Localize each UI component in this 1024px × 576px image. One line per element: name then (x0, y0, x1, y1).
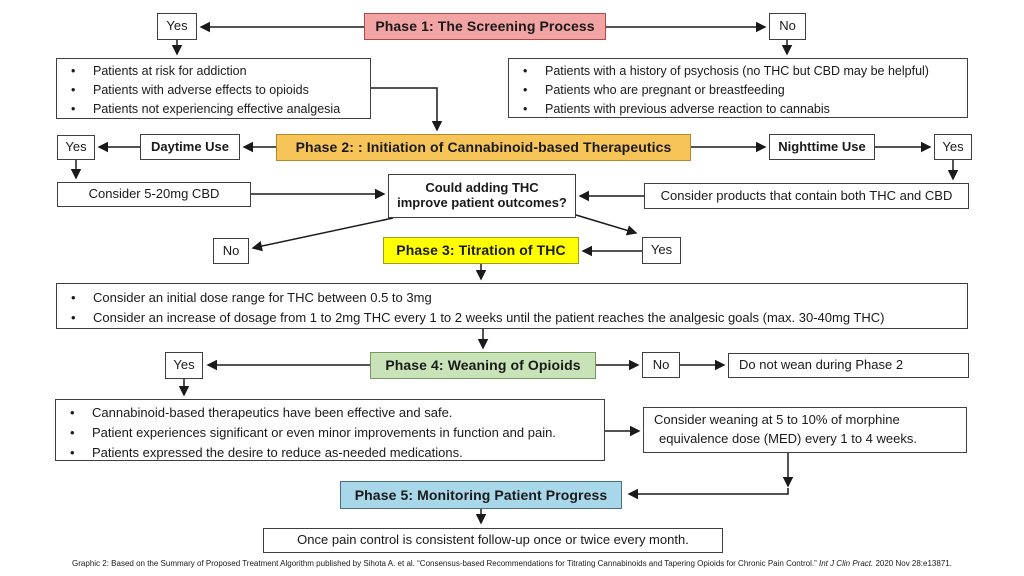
could-thc-question-box (388, 174, 576, 218)
screening-yes-criteria-box (56, 58, 371, 119)
do-not-wean-box (728, 353, 969, 378)
list-item: • Patients with previous adverse reaction to cannabis (509, 100, 929, 119)
decision-phase3-no (213, 238, 249, 264)
list-item: • Consider an increase of dosage from 1 to 2mg THC every 1 to 2 weeks until the patient reaches the analgesic goals (max. 30-40mg THC) (57, 308, 884, 328)
footnote-text: Graphic 2: Based on the Summary of Proposed Treatment Algorithm published by Sihota A. et al. “Consensus-based Recommendations for Titrating Cannabinoids and Tapering Opioids for Chronic Pain Control.” (72, 559, 819, 568)
decision-nighttime-yes (934, 134, 972, 160)
consider-thc-cbd-box (644, 183, 969, 209)
decision-phase1-yes (157, 13, 197, 40)
consider-weaning-line-1: Consider weaning at 5 to 10% of morphine (654, 412, 900, 428)
phase5-box (340, 481, 622, 509)
decision-label: Yes (65, 139, 87, 155)
weaning-criteria-box (55, 399, 605, 461)
do-not-wean-label: Do not wean during Phase 2 (739, 357, 904, 373)
decision-phase1-no (769, 13, 806, 40)
nighttime-use-label: Nighttime Use (778, 138, 866, 154)
consider-thc-cbd-label: Consider products that contain both THC and CBD (660, 187, 953, 203)
phase3-box (383, 237, 579, 264)
decision-label: No (779, 18, 796, 34)
screening-no-criteria-box (508, 58, 968, 118)
phase2-label: Phase 2: : Initiation of Cannabinoid-based Therapeutics (295, 139, 672, 156)
footnote-journal: Int J Clin Pract. (818, 559, 874, 568)
question-line-1: Could adding THC (425, 180, 539, 196)
daytime-use-label: Daytime Use (150, 138, 230, 154)
list-item: • Consider an initial dose range for THC between 0.5 to 3mg (57, 288, 884, 308)
consider-weaning-line-2: equivalence dose (MED) every 1 to 4 weeks. (659, 431, 917, 446)
titration-guidance-box (56, 283, 968, 329)
phase5-label: Phase 5: Monitoring Patient Progress (354, 486, 608, 503)
phase2-box (276, 134, 691, 161)
phase3-label: Phase 3: Titration of THC (396, 242, 566, 259)
decision-phase3-yes (642, 237, 681, 264)
consider-cbd-box (57, 182, 251, 207)
list-item: • Patients at risk for addiction (57, 62, 340, 81)
arrow-couldthc-to-yes (576, 215, 636, 233)
decision-label: Yes (166, 18, 188, 34)
connector-screenbox-to-phase2 (371, 88, 437, 130)
arrow-couldthc-to-no (253, 218, 393, 248)
phase4-box (370, 352, 596, 379)
list-item: • Patient experiences significant or even minor improvements in function and pain. (56, 423, 556, 443)
phase1-box (364, 13, 606, 40)
list-item: • Patients expressed the desire to reduce as-needed medications. (56, 443, 556, 463)
decision-label: Yes (173, 357, 195, 373)
phase4-label: Phase 4: Weaning of Opioids (385, 357, 581, 374)
list-item: • Patients with adverse effects to opioids (57, 81, 340, 100)
decision-label: Yes (650, 242, 673, 258)
phase1-label: Phase 1: The Screening Process (375, 18, 595, 35)
list-item: • Cannabinoid-based therapeutics have been effective and safe. (56, 403, 556, 423)
decision-label: No (222, 242, 240, 258)
daytime-use-box (140, 134, 240, 160)
decision-phase4-yes (165, 352, 203, 379)
follow-up-label: Once pain control is consistent follow-up once or twice every month. (297, 532, 689, 548)
footnote-citation: 2020 Nov 28:e13871. (873, 559, 952, 568)
consider-weaning-box (643, 407, 967, 453)
list-item: • Patients who are pregnant or breastfeeding (509, 81, 929, 100)
question-line-2: improve patient outcomes? (397, 195, 567, 210)
decision-label: Yes (942, 138, 964, 154)
list-item: • Patients with a history of psychosis (no THC but CBD may be helpful) (509, 62, 929, 81)
consider-cbd-label: Consider 5-20mg CBD (88, 186, 220, 202)
decision-phase4-no (642, 352, 680, 378)
list-item: • Patients not experiencing effective analgesia (57, 100, 340, 119)
connector-to-phase5 (629, 488, 788, 494)
decision-daytime-yes (57, 135, 95, 160)
nighttime-use-box (769, 134, 875, 160)
source-footnote (0, 559, 1024, 568)
decision-label: No (652, 356, 670, 372)
follow-up-box (263, 528, 723, 553)
